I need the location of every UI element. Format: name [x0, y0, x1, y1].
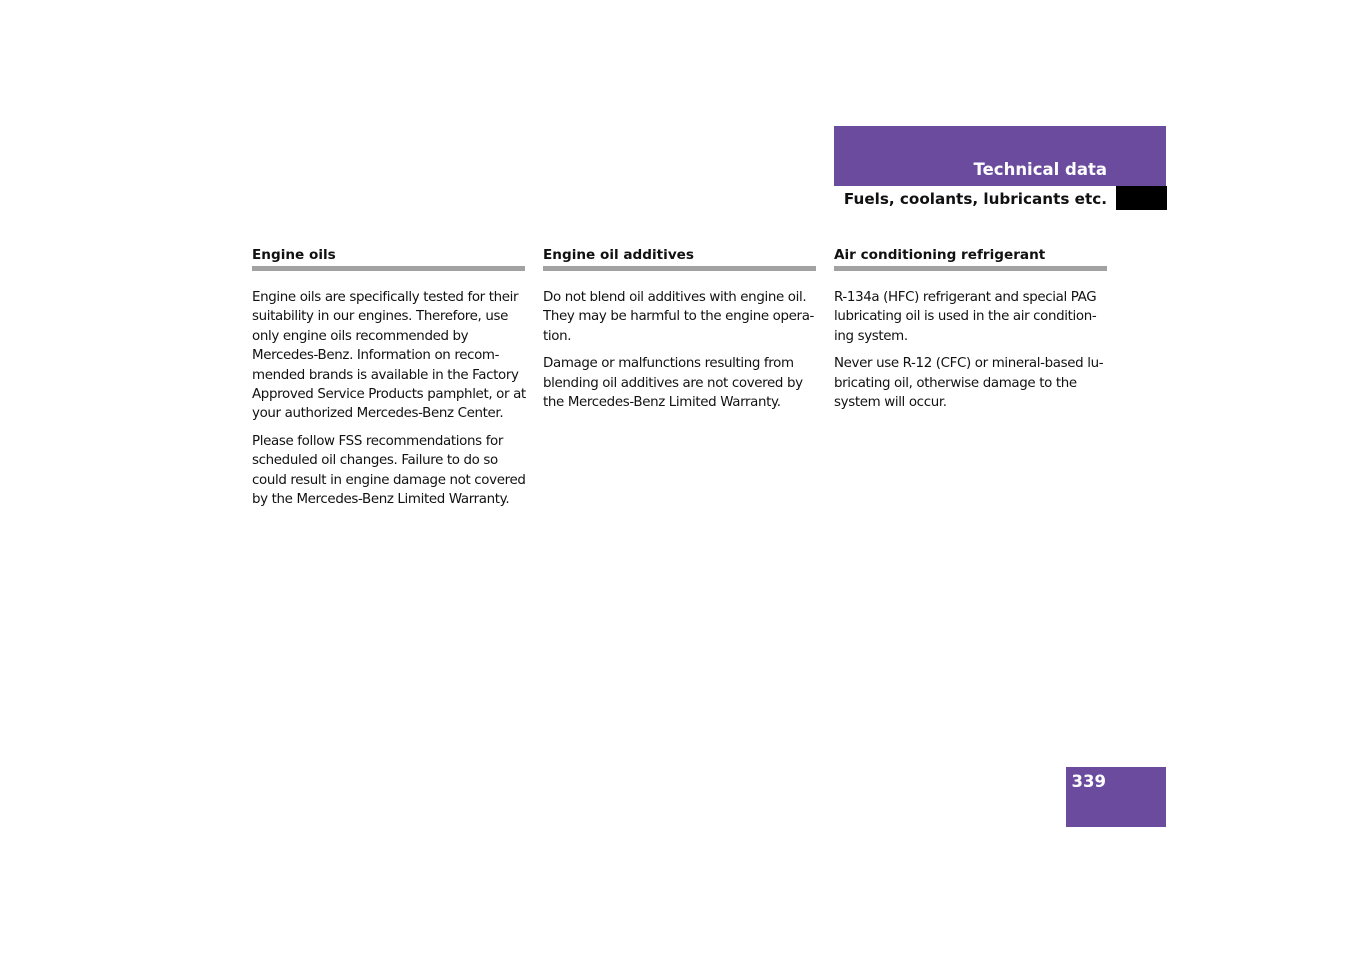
column-body [252, 288, 525, 509]
column-body [543, 288, 816, 412]
text-line: Never use R-12 (CFC) or mineral-based lu- [834, 356, 1104, 372]
text-line: by the Mercedes-Benz Limited Warranty. [252, 492, 510, 508]
column-engine-oil-additives [543, 246, 816, 420]
paragraph [252, 288, 525, 424]
text-line: They may be harmful to the engine opera- [543, 309, 815, 325]
column-body [834, 288, 1107, 412]
text-line: lubricating oil is used in the air condition- [834, 309, 1097, 325]
text-line: blending oil additives are not covered by [543, 375, 803, 391]
text-line: R-134a (HFC) refrigerant and special PAG [834, 290, 1097, 305]
paragraph [543, 288, 816, 346]
column-heading: Engine oil additives [543, 246, 816, 271]
column-air-conditioning-refrigerant [834, 246, 1107, 420]
paragraph [252, 432, 525, 510]
text-line: system will occur. [834, 395, 947, 411]
text-line: tion. [543, 328, 572, 344]
text-line: Do not blend oil additives with engine oil. [543, 290, 807, 305]
column-heading: Engine oils [252, 246, 525, 271]
page-number: 339 [1071, 772, 1106, 791]
text-line: the Mercedes-Benz Limited Warranty. [543, 395, 781, 411]
text-line: bricating oil, otherwise damage to the [834, 375, 1077, 391]
text-line: scheduled oil changes. Failure to do so [252, 453, 498, 469]
paragraph [543, 354, 816, 412]
text-line: only engine oils recommended by [252, 328, 469, 344]
chapter-title: Technical data [973, 160, 1107, 179]
chapter-band [834, 126, 1166, 186]
text-line: Please follow FSS recommendations for [252, 433, 504, 449]
text-line: Mercedes-Benz. Information on recom- [252, 348, 500, 364]
text-line: ing system. [834, 328, 908, 344]
paragraph [834, 354, 1107, 412]
page-number-box [1066, 767, 1166, 827]
paragraph [834, 288, 1107, 346]
column-heading: Air conditioning refrigerant [834, 246, 1107, 271]
text-line: mended brands is available in the Factory [252, 367, 519, 383]
section-title: Fuels, coolants, lubricants etc. [843, 190, 1107, 208]
section-tab-marker [1116, 186, 1167, 210]
text-line: Damage or malfunctions resulting from [543, 356, 794, 372]
text-line: your authorized Mercedes-Benz Center. [252, 406, 504, 422]
text-line: Approved Service Products pamphlet, or at [252, 387, 526, 403]
text-line: Engine oils are specifically tested for their [252, 290, 519, 305]
text-line: could result in engine damage not covered [252, 472, 526, 488]
text-line: suitability in our engines. Therefore, use [252, 309, 509, 325]
column-engine-oils [252, 246, 525, 517]
